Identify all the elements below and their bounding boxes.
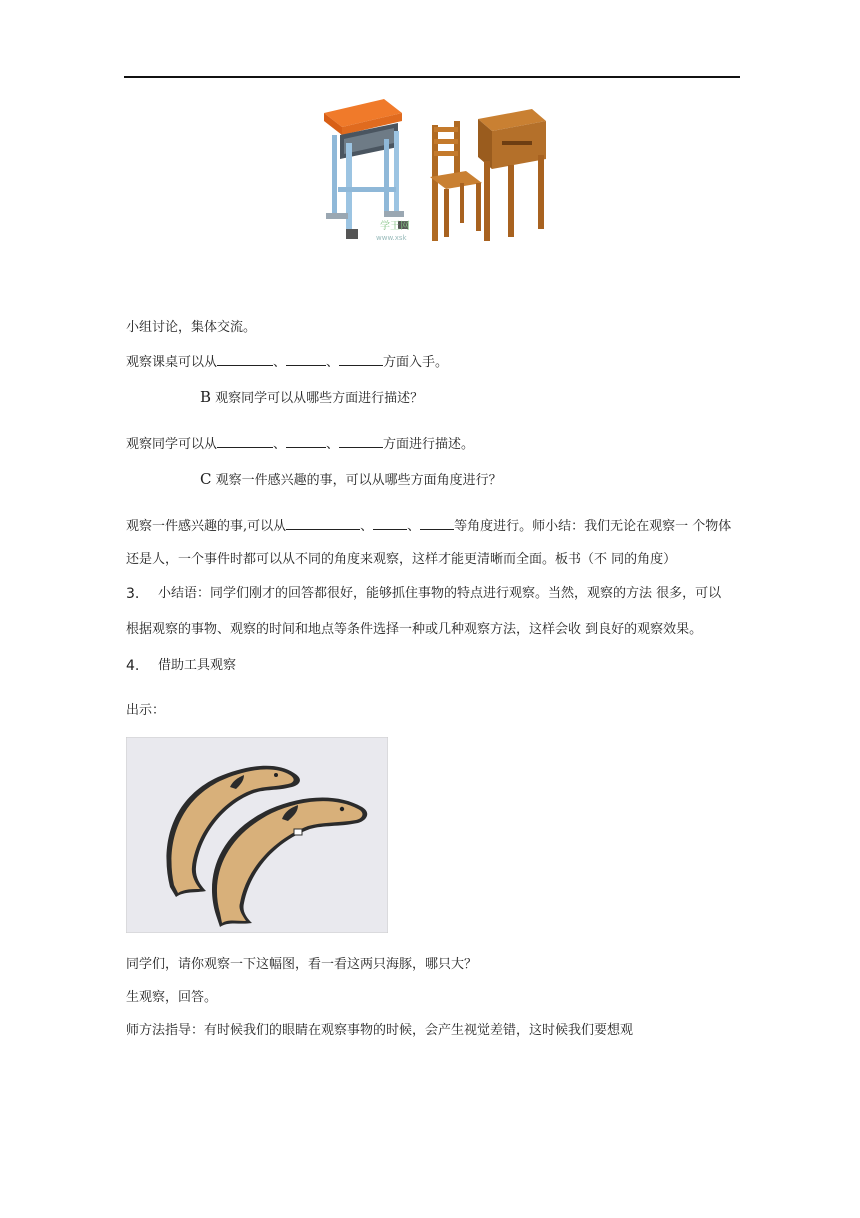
event-observation-line: 观察一件感兴趣的事,可以从 、 、 等角度进行。师小结：我们无论在观察一 个物体 [126,516,731,537]
fill-blank[interactable] [286,352,326,366]
item-3-number: 3. [126,586,140,602]
question-c: C 观察一件感兴趣的事，可以从哪些方面角度进行？ [200,470,502,488]
fill-blank[interactable] [217,434,273,448]
desk-observation-line: 观察课桌可以从 、 、 方面入手。 [126,352,448,373]
item-4-number: 4. [126,658,140,674]
fill-blank[interactable] [339,352,383,366]
fill-blank[interactable] [339,434,383,448]
event-observation-line-2: 还是人，一个事件时都可以从不同的角度来观察，这样才能更清晰而全面。板书（不 同的角度） [126,552,677,567]
fill-blank[interactable] [286,516,360,530]
item-4-title: 借助工具观察 [158,658,237,673]
question-line: 同学们，请你观察一下这幅图，看一看这两只海豚，哪只大？ [126,957,478,972]
question-b: B 观察同学可以从哪些方面进行描述？ [200,388,424,406]
watermark: 学王网 [380,221,410,232]
school-desks-photo [318,95,550,250]
discuss-line: 小组讨论，集体交流。 [126,320,257,335]
answer-line: 生观察，回答。 [126,990,218,1005]
show-label: 出示： [126,703,166,718]
guidance-line: 师方法指导：有时候我们的眼睛在观察事物的时候，会产生视觉差错，这时候我们要想观 [126,1023,634,1038]
svg-text:www.xsk: www.xsk [376,234,407,242]
header-rule [124,76,740,78]
fill-blank[interactable] [420,516,454,530]
fill-blank[interactable] [217,352,273,366]
fill-blank[interactable] [286,434,326,448]
fill-blank[interactable] [373,516,407,530]
item-3-line-2: 根据观察的事物、观察的时间和地点等条件选择一种或几种观察方法，这样会收 到良好的观察效果。 [126,622,703,637]
classmate-observation-line: 观察同学可以从 、 、 方面进行描述。 [126,434,474,455]
dolphins-photo [126,737,388,933]
item-3-line-1: 小结语：同学们刚才的回答都很好，能够抓住事物的特点进行观察。当然，观察的方法 很多，可以 [158,586,722,601]
